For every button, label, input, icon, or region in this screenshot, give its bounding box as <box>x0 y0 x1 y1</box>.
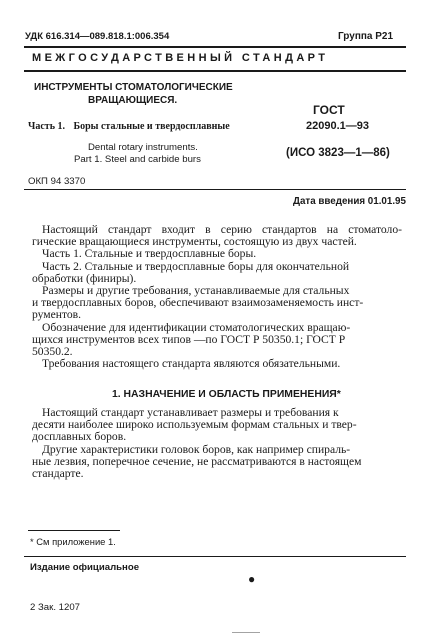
english-title-line-2: Part 1. Steel and carbide burs <box>74 154 201 165</box>
text-line: Требования настоящего стандарта являются обязательными. <box>42 357 341 371</box>
bullet-mark: ● <box>248 572 256 586</box>
scan-mark <box>232 632 260 633</box>
text-line: Настоящий стандарт устанавливает размеры и требования к <box>42 406 339 419</box>
group-code: Группа Р21 <box>338 31 394 42</box>
text-line: Настоящий стандарт входит в серию стандартов на стоматоло- <box>42 223 402 236</box>
text-line: обработки (финиры). <box>32 271 137 285</box>
text-line: Размеры и другие требования, устанавливаемые для стальных <box>42 284 350 298</box>
text-line: и твердосплавных боров, обеспечивают взаимозаменяемость инст- <box>32 296 364 310</box>
footnote-rule <box>28 530 120 531</box>
official-edition: Издание официальное <box>30 562 140 573</box>
text-line: 50350.2. <box>32 345 73 359</box>
gost-number: 22090.1—93 <box>306 120 369 132</box>
text-line: Часть 2. Стальные и твердосплавные боры для окончательной <box>42 259 350 273</box>
part-line <box>28 121 230 132</box>
title-line-1: ИНСТРУМЕНТЫ СТОМАТОЛОГИЧЕСКИЕ <box>34 82 233 93</box>
text-line: Обозначение для идентификации стоматологических вращаю- <box>42 320 351 334</box>
text-line: гические вращающиеся инструменты, состоящую из двух частей. <box>32 235 357 249</box>
title-line-2: ВРАЩАЮЩИЕСЯ. <box>88 95 178 106</box>
text-line: Другие характеристики головок боров, как например спираль- <box>42 442 351 456</box>
header-rule <box>24 46 406 48</box>
text-line: стандарте. <box>32 467 84 481</box>
banner-rule <box>24 70 406 72</box>
iso-number: (ИСО 3823—1—86) <box>286 147 390 159</box>
udc-code: УДК 616.314—089.818.1:006.354 <box>25 31 170 42</box>
section-1-heading: 1. НАЗНАЧЕНИЕ И ОБЛАСТЬ ПРИМЕНЕНИЯ* <box>112 389 341 400</box>
okp-code: ОКП 94 3370 <box>28 176 86 187</box>
standard-banner: МЕЖГОСУДАРСТВЕННЫЙ СТАНДАРТ <box>32 52 329 64</box>
text-line: рументов. <box>32 308 82 322</box>
text-line: ные лезвия, поперечное сечение, не рассматриваются в настоящем <box>32 454 362 468</box>
text-line: Часть 1. Стальные и твердосплавные боры. <box>42 247 257 261</box>
footer-rule <box>24 556 406 557</box>
footnote: * См приложение 1. <box>30 536 116 547</box>
text-line: десяти наиболее широко используемым формам стальных и твер- <box>32 418 357 432</box>
text-line: досплавных боров. <box>32 430 127 444</box>
section-1-text <box>32 407 402 480</box>
part-label: Часть 1. <box>28 121 65 132</box>
date-introduction: Дата введения 01.01.95 <box>293 196 406 207</box>
text-line: щихся инструментов всех типов —по ГОСТ Р 50350.1; ГОСТ Р <box>32 332 346 346</box>
order-number: 2 Зак. 1207 <box>30 602 81 613</box>
part-title: Боры стальные и твердосплавные <box>73 121 230 132</box>
intro-text <box>32 224 402 370</box>
english-title-line-1: Dental rotary instruments. <box>88 142 198 153</box>
gost-label: ГОСТ <box>313 103 345 117</box>
okp-rule <box>24 189 406 190</box>
